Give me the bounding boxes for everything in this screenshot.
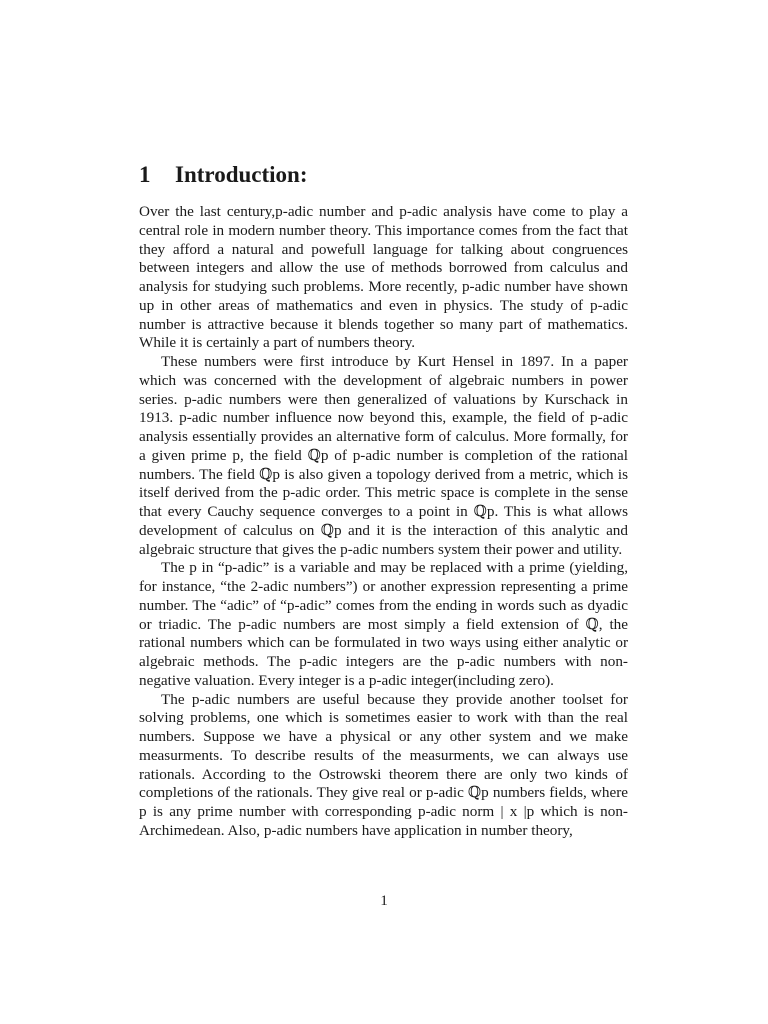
page-number: 1 [380, 892, 388, 909]
paragraph: These numbers were first introduce by Kurt Hensel in 1897. In a paper which was concerned with the development of algebraic numbers in power series. p-adic numbers were then generalized of valuations by Kurschack in 1913. p-adic number influence now beyond this, example, the field of p-adic analysis essentially provides an alternative form of calculus. More formally, for a given prime p, the field ℚp of p-adic number is completion of the rational numbers. The field ℚp is also given a topology derived from a metric, which is itself derived from the p-adic order. This metric space is complete in the sense that every Cauchy sequence converges to a point in ℚp. This is what allows development of calculus on ℚp and it is the interaction of this analytic and algebraic structure that gives the p-adic numbers system their power and utility. [139, 353, 628, 558]
section-heading [139, 161, 639, 189]
section-number: 1 [139, 162, 151, 187]
body-text [139, 203, 628, 841]
paragraph: The p in “p-adic” is a variable and may be replaced with a prime (yielding, for instance, “the 2-adic numbers”) or another expression representing a prime number. The “adic” of “p-adic” comes from the ending in words such as dyadic or triadic. The p-adic numbers are most simply a field extension of ℚ, the rational numbers which can be formulated in two ways using either analytic or algebraic methods. The p-adic integers are the p-adic numbers with non-negative valuation. Every integer is a p-adic integer(including zero). [139, 559, 628, 689]
section-title: Introduction: [175, 162, 308, 187]
paragraph: The p-adic numbers are useful because they provide another toolset for solving problems, one which is sometimes easier to work with than the real numbers. Suppose we have a physical or any other system and we make measurments. To describe results of the measurments, we can always use rationals. According to the Ostrowski theorem there are only two kinds of completions of the rationals. They give real or p-adic ℚp numbers fields, where p is any prime number with corresponding p-adic norm | x |p which is non-Archimedean. Also, p-adic numbers have application in number theory, [139, 690, 628, 839]
paragraph: Over the last century,p-adic number and p-adic analysis have come to play a central role in modern number theory. This importance comes from the fact that they afford a natural and powefull language for talking about congruences between integers and allow the use of methods borrowed from calculus and analysis for studying such problems. More recently, p-adic number have shown up in other areas of mathematics and even in physics. The study of p-adic number is attractive because it blends together so many part of mathematics. While it is certainly a part of numbers theory. [139, 203, 628, 352]
